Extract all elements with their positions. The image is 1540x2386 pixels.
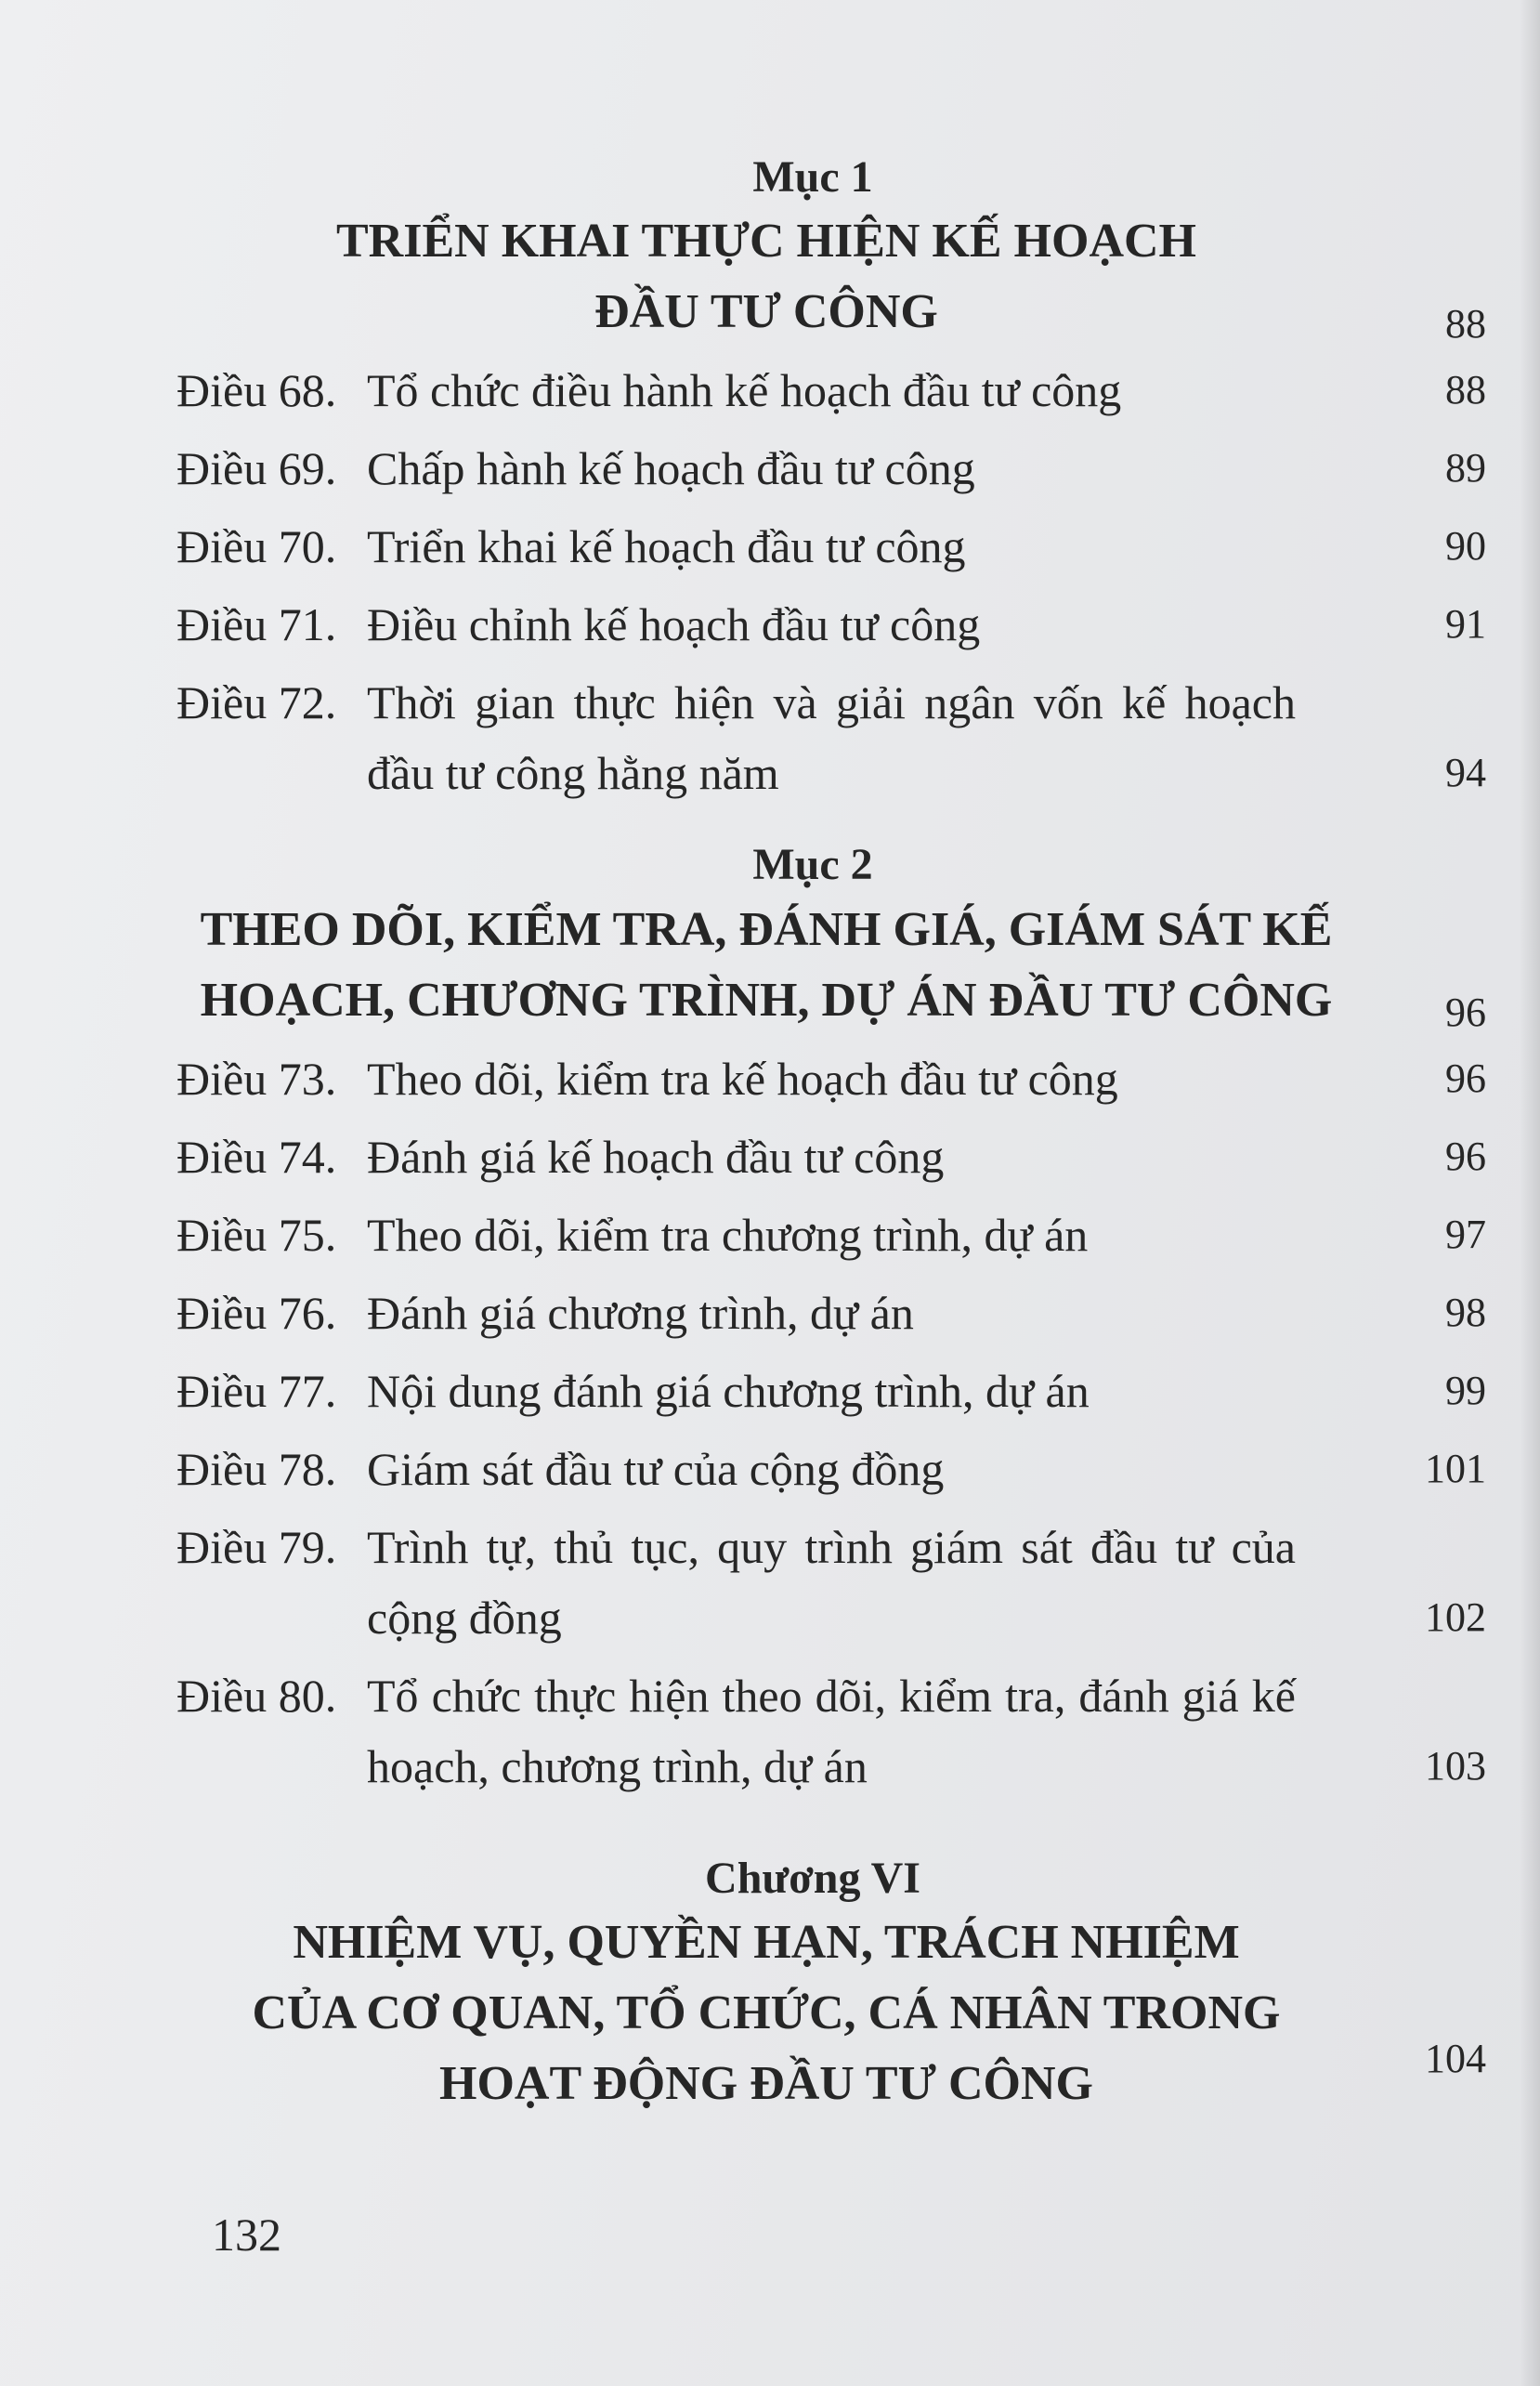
toc-entry [176,1356,1486,1426]
table-of-contents [176,149,1486,2119]
article-number: Điều 71. [176,598,337,651]
chapter-6-heading-line2: CỦA CƠ QUAN, TỔ CHỨC, CÁ NHÂN TRONG [252,1986,1281,2040]
article-page: 101 [1425,1445,1486,1491]
article-page: 103 [1425,1742,1486,1789]
article-number: Điều 69. [176,442,337,495]
chapter-6-label: Chương VI [705,1853,920,1903]
section-2-heading [176,895,1486,1036]
article-page: 98 [1445,1289,1486,1335]
article-title: Theo dõi, kiểm tra kế hoạch đầu tư công [367,1052,1118,1105]
section-1-heading-line1: TRIỂN KHAI THỰC HIỆN KẾ HOẠCH [335,215,1197,269]
article-number: Điều 70. [176,520,337,573]
article-number: Điều 75. [176,1208,337,1261]
article-page: 88 [1445,367,1486,413]
page-edge-shadow [1520,0,1540,2386]
article-title: Thời gian thực hiện và giải ngân vốn kế hoạch đầu tư công hằng năm [367,676,1296,800]
section-1-heading-line2: ĐẦU TƯ CÔNG [594,285,938,339]
article-page: 96 [1445,1055,1486,1101]
article-page: 97 [1445,1211,1486,1257]
section-2-heading-line1: THEO DÕI, KIỂM TRA, ĐÁNH GIÁ, GIÁM SÁT KẾ [200,902,1333,956]
article-number: Điều 79. [176,1520,337,1573]
toc-entry [176,511,1486,582]
article-page: 94 [1445,750,1486,796]
section-1-label: Mục 1 [752,152,873,202]
article-page: 102 [1425,1593,1486,1640]
article-page: 90 [1445,523,1486,570]
article-page: 89 [1445,445,1486,492]
article-number: Điều 78. [176,1442,337,1495]
toc-entry [176,1278,1486,1348]
article-number: Điều 76. [176,1286,337,1339]
article-number: Điều 74. [176,1130,337,1183]
section-1-page-number: 88 [1445,301,1486,347]
article-title: Trình tự, thủ tục, quy trình giám sát đầu tư của cộng đồng [367,1520,1296,1644]
folio-page-number: 132 [212,2209,281,2261]
chapter-6-heading-line3: HOẠT ĐỘNG ĐẦU TƯ CÔNG [439,2057,1093,2111]
article-title: Theo dõi, kiểm tra chương trình, dự án [367,1208,1089,1261]
toc-entry [176,1043,1486,1114]
section-2-heading-line2: HOẠCH, CHƯƠNG TRÌNH, DỰ ÁN ĐẦU TƯ CÔNG [200,973,1333,1027]
section-1-heading [176,206,1486,347]
article-title: Giám sát đầu tư của cộng đồng [367,1442,945,1495]
toc-entry [176,433,1486,504]
chapter-6-heading-line1: NHIỆM VỤ, QUYỀN HẠN, TRÁCH NHIỆM [293,1916,1240,1970]
chapter-6-heading [176,1907,1486,2119]
article-title: Điều chỉnh kế hoạch đầu tư công [367,598,981,651]
article-title: Triển khai kế hoạch đầu tư công [367,520,966,573]
section-2-page-number: 96 [1445,989,1486,1035]
toc-entry [176,355,1486,426]
toc-entry [176,1434,1486,1504]
article-page: 99 [1445,1367,1486,1413]
toc-entry [176,1121,1486,1192]
article-number: Điều 73. [176,1052,337,1105]
toc-entry [176,589,1486,660]
toc-entry [176,1512,1486,1653]
article-number: Điều 72. [176,676,337,729]
article-page: 96 [1445,1133,1486,1179]
article-title: Nội dung đánh giá chương trình, dự án [367,1364,1090,1417]
toc-entry [176,1200,1486,1270]
toc-entry [176,667,1486,808]
article-page: 91 [1445,601,1486,648]
article-number: Điều 77. [176,1364,337,1417]
section-2-label: Mục 2 [752,840,873,890]
article-title: Tổ chức thực hiện theo dõi, kiểm tra, đánh giá kế hoạch, chương trình, dự án [367,1669,1296,1792]
article-title: Tổ chức điều hành kế hoạch đầu tư công [367,364,1122,417]
article-title: Đánh giá chương trình, dự án [367,1286,914,1339]
article-number: Điều 80. [176,1669,337,1722]
toc-entry [176,1660,1486,1802]
article-title: Chấp hành kế hoạch đầu tư công [367,442,975,495]
chapter-6-page-number: 104 [1425,2036,1486,2082]
article-title: Đánh giá kế hoạch đầu tư công [367,1130,945,1183]
article-number: Điều 68. [176,364,337,417]
